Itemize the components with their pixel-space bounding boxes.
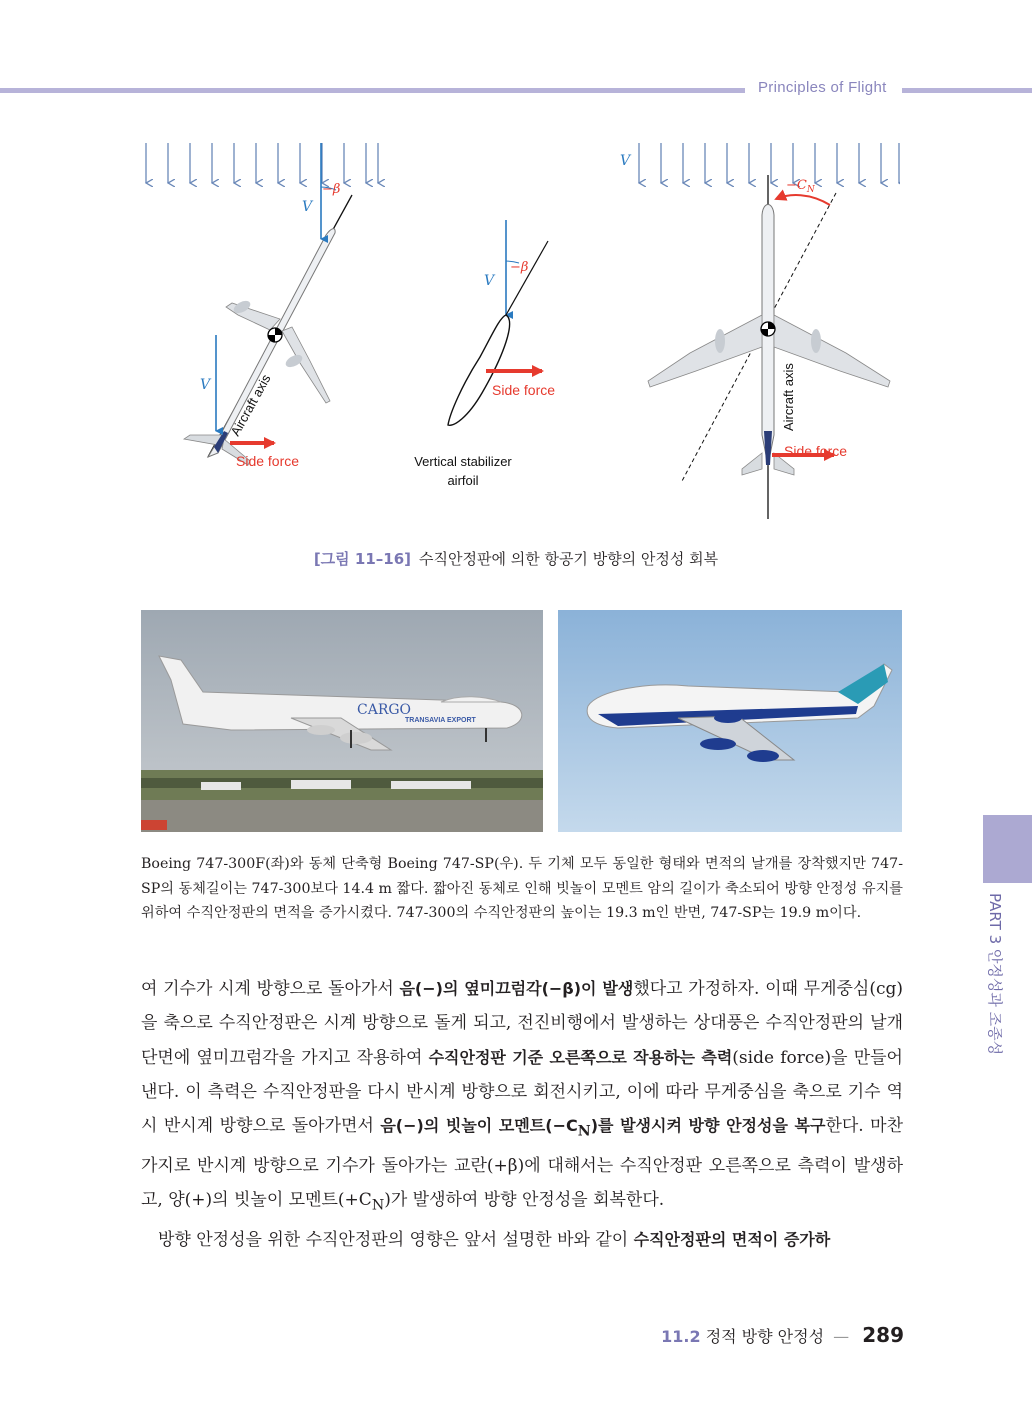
text-run: 여 기수가 시계 방향으로 돌아가서 [141, 979, 400, 999]
part-side-label [982, 893, 1006, 1093]
aircraft-axis-label: Aircraft axis [781, 363, 796, 431]
right-airflow-arrows [639, 143, 899, 183]
text-run: 했다고 가정하자. 이때 무게중심(cg)을 축으로 수직안정판은 시계 방향으로 돌게 되고, 전진비행에서 발생하는 상대풍은 수직안정판의 날개 단면에 옆미끄럼각을 가지고 작용하여 [141, 979, 904, 1068]
part-title: 안정성과 조종성 [986, 948, 1004, 1056]
photo-boeing-747-sp [558, 610, 902, 832]
livery-text: CARGO [357, 702, 412, 718]
side-force-label: Side force [236, 453, 300, 469]
stabilizer-label: airfoil [447, 473, 479, 488]
text-run: (side force)을 만들어 낸다. 이 측력은 수직안정판을 다시 반시계 방향으로 회전시키고, 이에 따라 무게중심을 축으로 기수 역시 반시계 방향으로 돌아가면서 [141, 1047, 903, 1137]
velocity-label: V [620, 153, 631, 169]
text-run: 음(−)의 빗놀이 모멘트(−C [380, 1116, 578, 1136]
text-run: 수직안정판의 면적이 증가하 [633, 1229, 831, 1249]
side-force-label: Side force [492, 382, 556, 398]
body-text [141, 972, 903, 1257]
side-force-label: Side force [784, 443, 848, 459]
section-title: 정적 방향 안정성 [705, 1327, 825, 1346]
running-header: Principles of Flight [758, 79, 887, 96]
text-run: N [371, 1197, 385, 1214]
left-airflow-arrows [146, 143, 378, 183]
velocity-label: V [302, 199, 313, 215]
beta-label: −β [510, 260, 529, 275]
stabilizer-label: Vertical stabilizer [414, 454, 512, 469]
photo-caption: Boeing 747-300F(좌)와 동체 단축형 Boeing 747-SP(우). 두 기체 모두 동일한 형태와 면적의 날개를 장착했지만 747-SP의 동체길이는 747-300보다 14.4 m 짧다. 짧아진 동체로 인해 빗놀이 모멘트 암의 길이가 축소되어 방향 안정성 유지를 위하여 수직안정판의 면적을 증가시켰다. 747-300의 수직안정판의 높이는 19.3 m인 반면, 747-SP는 19.9 m이다. [141, 856, 903, 921]
left-aircraft [184, 195, 352, 465]
text-run: )를 발생시켜 방향 안정성을 복구 [590, 1116, 826, 1136]
part-tab [983, 815, 1032, 883]
text-run: 수직안정판 기준 오른쪽으로 작용하는 측력 [428, 1047, 733, 1067]
velocity-label: V [484, 273, 495, 289]
text-run: 한다. 마찬가지로 반시계 방향으로 기수가 돌아가는 교란(+β)에 대해서는 수직안정판 오른쪽으로 측력이 발생하고, 양(+)의 빗놀이 모멘트(+C [141, 1116, 903, 1211]
text-run: )가 발생하여 방향 안정성을 회복한다. [384, 1190, 665, 1211]
figure-caption-text: 수직안정판에 의한 항공기 방향의 안정성 회복 [419, 550, 719, 568]
figure-diagram [130, 135, 900, 527]
footer-dash: — [833, 1327, 850, 1346]
velocity-label: V [200, 377, 211, 393]
body-paragraph [141, 972, 903, 1223]
text-run: 음(−)의 옆미끄럼각(−β)이 발생 [399, 979, 634, 998]
part-number: PART 3 [986, 893, 1004, 945]
figure-caption [0, 548, 1032, 569]
body-paragraph [141, 1223, 903, 1257]
cn-label: $-C_N$ [786, 178, 815, 195]
page-number: 289 [862, 1323, 904, 1347]
page-footer [661, 1323, 904, 1347]
right-aircraft [648, 175, 890, 519]
photo-boeing-747-300f [141, 610, 543, 832]
beta-label: −β [322, 182, 341, 197]
figure-number: [그림 11–16] [313, 550, 411, 568]
livery-subtext: TRANSAVIA EXPORT [405, 717, 476, 724]
text-run: 방향 안정성을 위한 수직안정판의 영향은 앞서 설명한 바와 같이 [158, 1229, 634, 1250]
header-rule [902, 88, 1032, 93]
header-rule [0, 88, 745, 93]
aircraft-axis-label: Aircraft axis [227, 371, 274, 439]
text-run: N [577, 1123, 591, 1140]
section-number: 11.2 [661, 1327, 701, 1346]
